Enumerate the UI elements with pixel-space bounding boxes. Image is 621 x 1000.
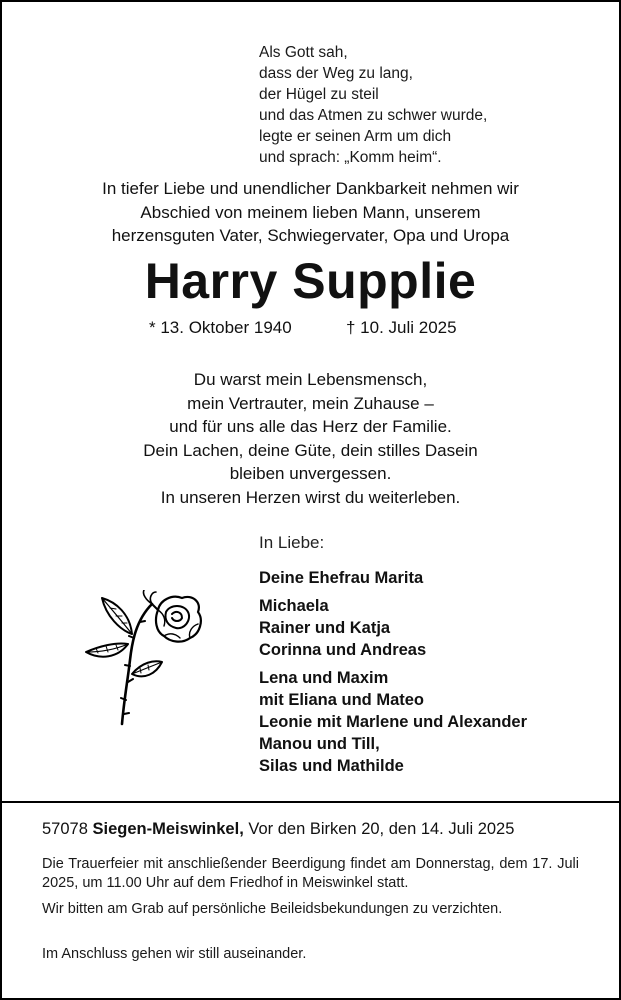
family-member: mit Eliana und Mateo (259, 691, 425, 709)
family-member: Deine Ehefrau Marita (259, 569, 424, 587)
divider (2, 801, 619, 803)
poem-line: legte er seinen Arm um dich (259, 128, 452, 145)
family-group (259, 667, 527, 777)
poem-line: der Hügel zu steil (259, 86, 379, 103)
address-line (42, 820, 514, 839)
family-member: Silas und Mathilde (259, 757, 404, 775)
address-zip: 57078 (42, 820, 88, 838)
verse-line: Du warst mein Lebensmensch, (193, 370, 428, 389)
poem-line: und sprach: „Komm heim“. (259, 149, 442, 166)
intro-text (2, 177, 619, 248)
death-date: † 10. Juli 2025 (346, 318, 457, 337)
family-list (259, 567, 527, 783)
intro-line: Abschied von meinem lieben Mann, unserem (140, 202, 481, 222)
poem-line: und das Atmen zu schwer wurde, (259, 107, 488, 124)
poem (259, 42, 487, 168)
condolence-request: Wir bitten am Grab auf persönliche Beileidsbekundungen zu verzichten. (42, 901, 503, 917)
funeral-details: Die Trauerfeier mit anschließender Beerdigung findet am Donnerstag, dem 17. Juli 2025, um 11.00 Uhr auf dem Friedhof in Meiswinkel statt. (42, 856, 579, 891)
verse-line: bleiben unvergessen. (229, 464, 392, 483)
rose-icon (80, 590, 212, 728)
family-group (259, 595, 527, 661)
family-member: Manou und Till, (259, 735, 380, 753)
memorial-verse (2, 368, 619, 509)
family-group (259, 567, 527, 589)
verse-line: mein Vertrauter, mein Zuhause – (187, 393, 434, 413)
deceased-name: Harry Supplie (144, 253, 477, 309)
intro-line: In tiefer Liebe und unendlicher Dankbarkeit nehmen wir (102, 179, 519, 198)
birth-date: * 13. Oktober 1940 (149, 318, 292, 337)
verse-line: Dein Lachen, deine Güte, dein stilles Dasein (143, 440, 478, 460)
family-member: Leonie mit Marlene und Alexander (259, 713, 528, 731)
address-rest: Vor den Birken 20, den 14. Juli 2025 (248, 820, 515, 838)
closing-note: Im Anschluss gehen wir still auseinander. (42, 946, 307, 962)
poem-line: Als Gott sah, (259, 44, 348, 61)
intro-line: herzensguten Vater, Schwiegervater, Opa und Uropa (111, 226, 510, 245)
poem-line: dass der Weg zu lang, (259, 65, 413, 82)
family-member: Rainer und Katja (259, 619, 391, 637)
verse-line: und für uns alle das Herz der Familie. (169, 417, 452, 436)
family-member: Lena und Maxim (259, 669, 389, 687)
in-liebe-label: In Liebe: (259, 533, 325, 552)
family-member: Michaela (259, 597, 329, 615)
family-member: Corinna und Andreas (259, 641, 427, 659)
address-city: Siegen-Meiswinkel, (92, 820, 244, 838)
verse-line: In unseren Herzen wirst du weiterleben. (160, 487, 461, 507)
